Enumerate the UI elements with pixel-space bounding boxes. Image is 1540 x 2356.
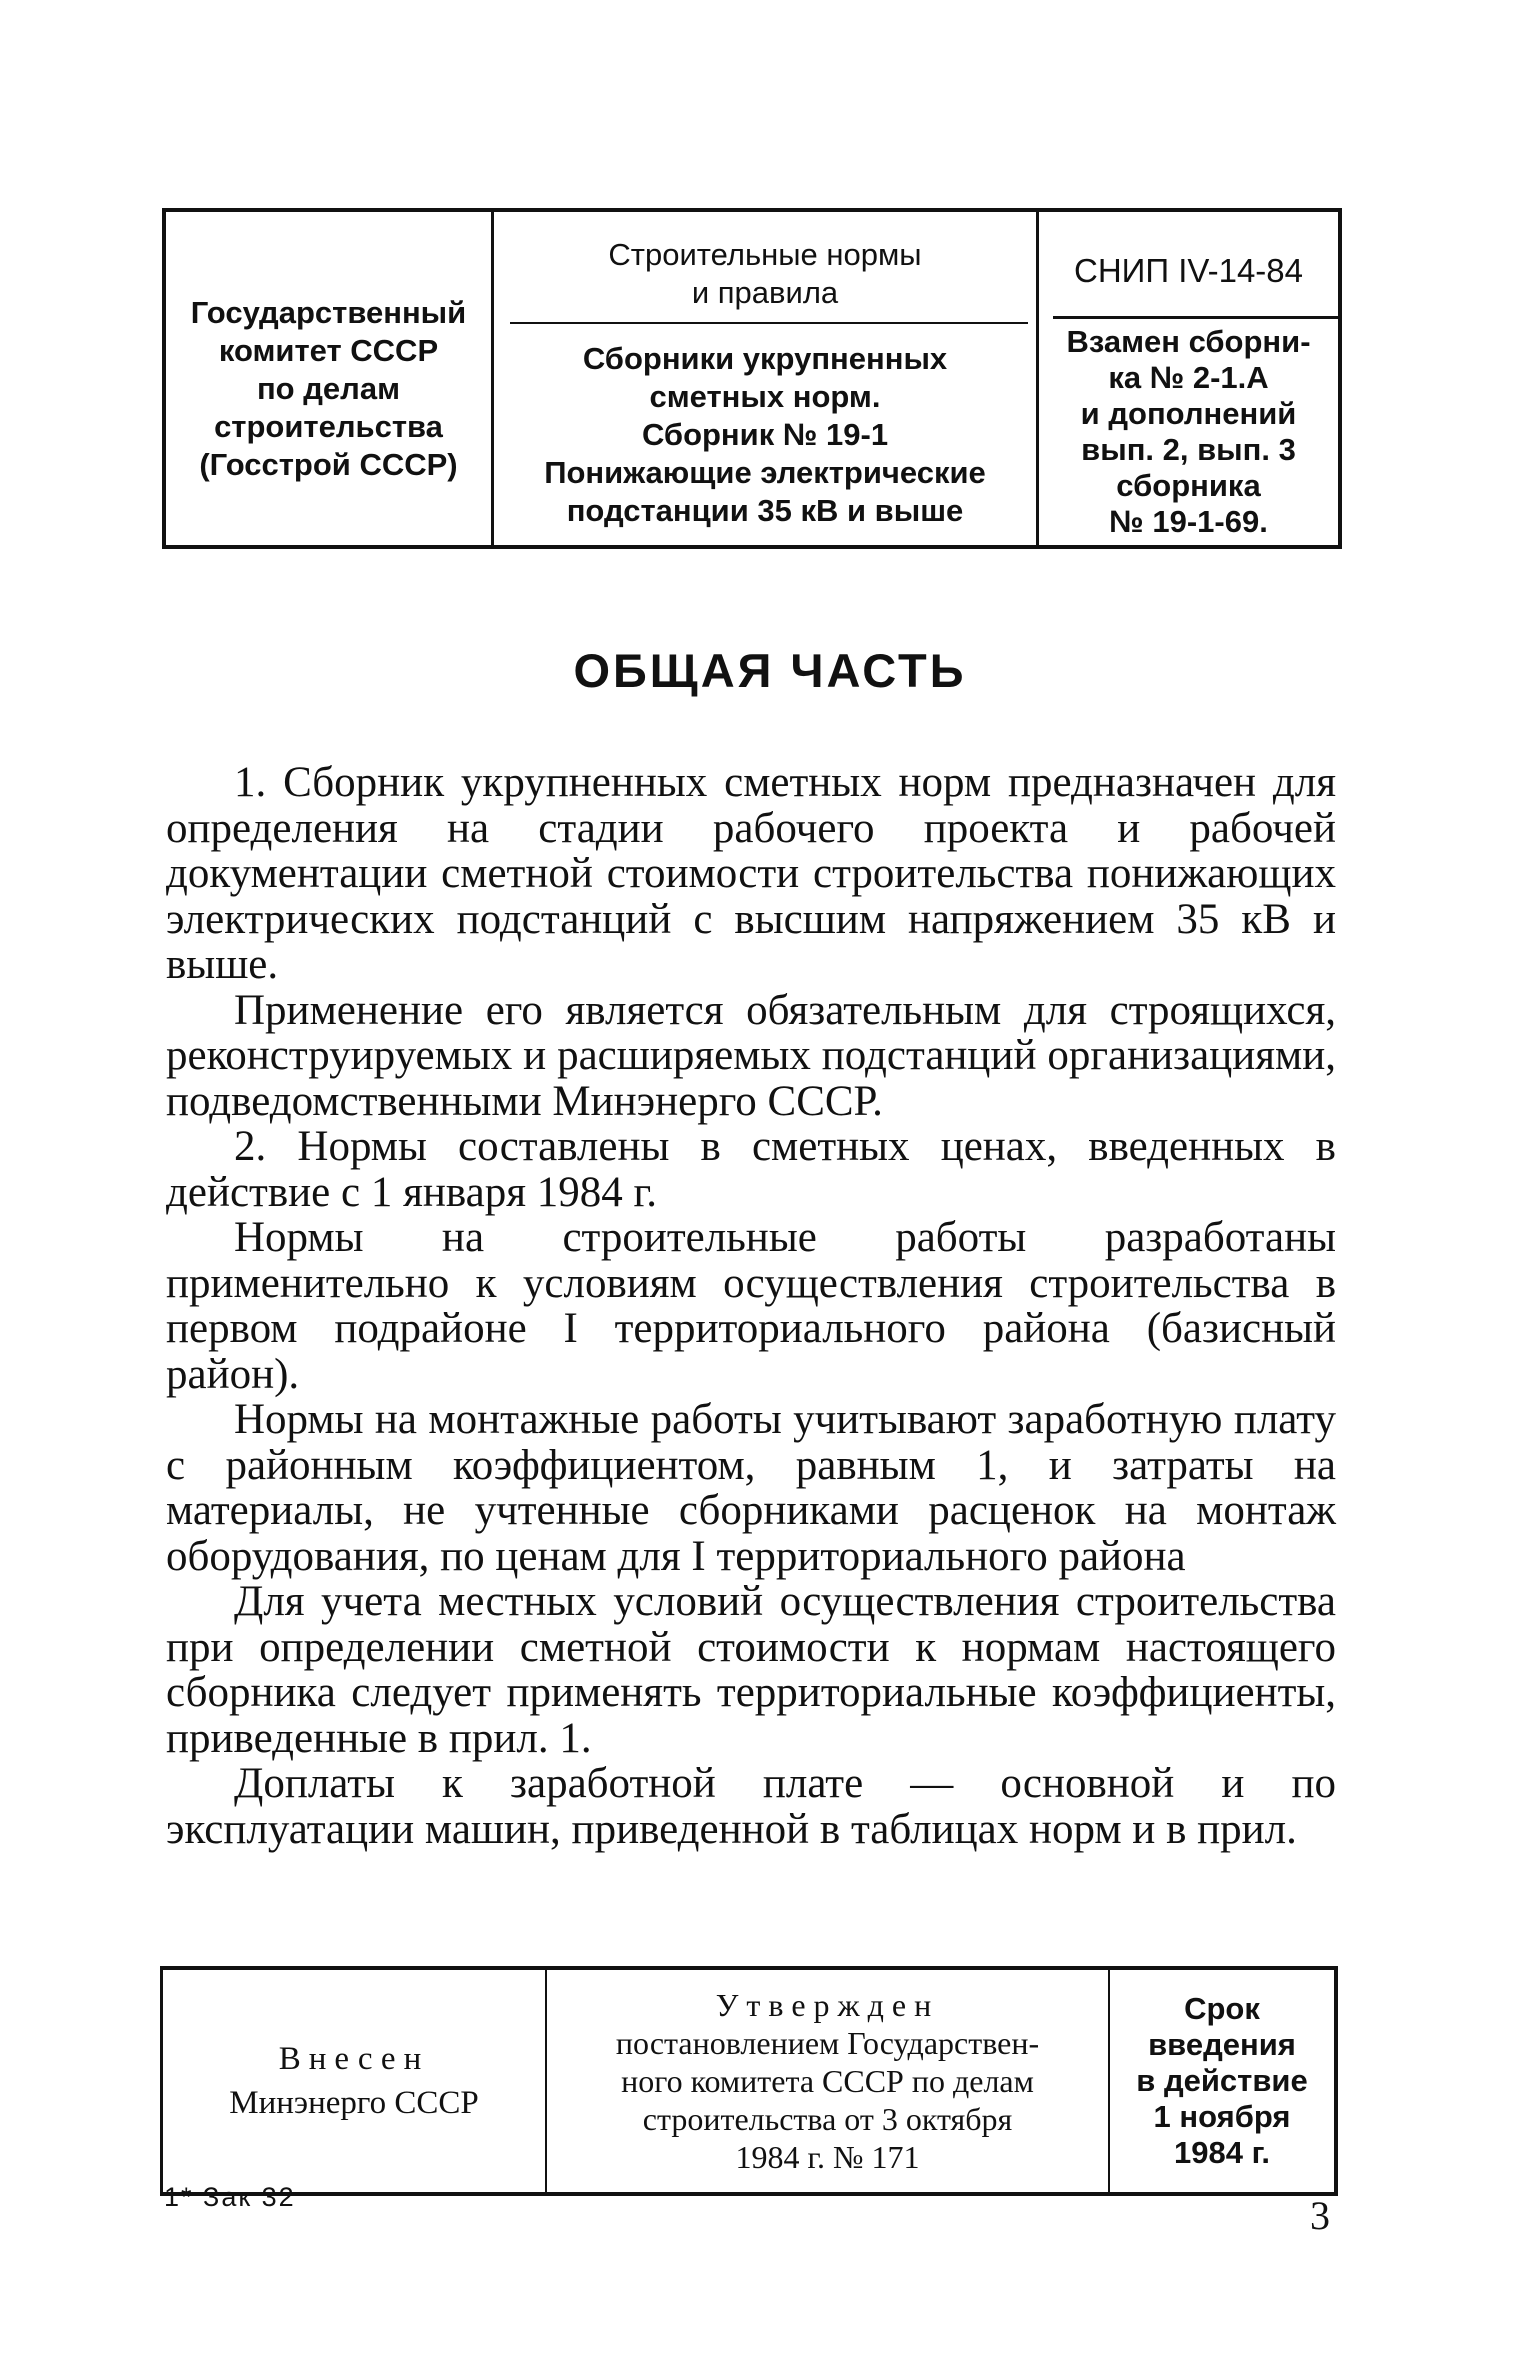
issuer-cell <box>162 212 494 545</box>
doc-type-line: и правила <box>691 275 839 310</box>
header-table <box>162 208 1342 549</box>
collection-title <box>494 340 1036 530</box>
replaces-line: вып. 2, вып. 3 <box>1081 432 1296 467</box>
approved-cell <box>547 1970 1110 2192</box>
code-divider <box>1053 316 1338 319</box>
paragraph: Доплаты к заработной плате — основной и по эксплуатации машин, приведенной в таблицах норм и в прил. <box>166 1760 1336 1853</box>
approved-line: 1984 г. № 171 <box>735 2139 920 2175</box>
collection-line: сметных норм. <box>649 379 881 414</box>
replaces-line: сборника <box>1116 468 1261 503</box>
approval-table <box>160 1966 1338 2196</box>
introduced-by: Минэнерго СССР <box>229 2085 479 2121</box>
issuer-line: (Госстрой СССР) <box>199 446 458 482</box>
doc-type-line: Строительные нормы <box>608 237 922 272</box>
issuer-line: Государственный <box>190 294 467 330</box>
effective-date-cell <box>1110 1970 1338 2192</box>
paragraph: 1. Сборник укрупненных сметных норм предназначен для определения на стадии рабочего проекта и рабочей документации сметной стоимости строительства понижающих электрических подстанций с высшим напряжением 35 кВ и выше. <box>166 759 1336 988</box>
approved-line: постановлением Государствен- <box>615 2025 1040 2061</box>
section-title: ОБЩАЯ ЧАСТЬ <box>573 644 967 697</box>
collection-line: Сборник № 19-1 <box>641 417 889 452</box>
code-cell <box>1039 212 1342 545</box>
paragraph: Применение его является обязательным для строящихся, реконструируемых и расширяемых подстанций организациями, подведомственными Минэнерго СССР. <box>166 986 1336 1125</box>
issuer-line: по делам <box>256 370 401 406</box>
collection-line: подстанции 35 кВ и выше <box>566 493 964 528</box>
effective-line: Срок <box>1184 1991 1260 2026</box>
effective-line: 1 ноября <box>1153 2099 1291 2134</box>
effective-line: введения <box>1148 2027 1296 2062</box>
collection-line: Понижающие электрические <box>544 455 986 490</box>
replaces-line: ка № 2-1.А <box>1108 360 1269 395</box>
paragraph: Нормы на строительные работы разработаны применительно к условиям осуществления строительства в первом подрайоне I территориального района (базисный район). <box>166 1214 1336 1398</box>
paragraph: Нормы на монтажные работы учитывают заработную плату с районным коэффициентом, равным 1, и затраты на материалы, не учтенные сборниками расценок на монтаж оборудования, по ценам для I территориального района <box>166 1396 1336 1580</box>
title-cell <box>494 212 1039 545</box>
body-text <box>166 760 1336 1852</box>
paragraph: 2. Нормы составлены в сметных ценах, введенных в действие с 1 января 1984 г. <box>166 1123 1336 1216</box>
replaces-line: Взамен сборни- <box>1066 324 1311 359</box>
effective-line: 1984 г. <box>1174 2135 1270 2170</box>
order-mark: 1* Зак 32 <box>164 2182 296 2212</box>
approved-line: строительства от 3 октября <box>642 2101 1013 2137</box>
effective-line: в действие <box>1136 2063 1308 2098</box>
approved-label: Утвержден <box>715 1987 940 2023</box>
page-number: 3 <box>1310 2193 1330 2238</box>
approved-line: ного комитета СССР по делам <box>621 2063 1034 2099</box>
replaces-note <box>1039 324 1338 540</box>
collection-line: Сборники укрупненных <box>582 341 948 376</box>
introduced-label: Внесен <box>278 2041 430 2077</box>
title-divider <box>510 322 1028 324</box>
doc-type <box>494 236 1036 312</box>
paragraph: Для учета местных условий осуществления строительства при определении сметной стоимости к нормам настоящего сборника следует применять территориальные коэффициенты, приведенные в прил. 1. <box>166 1578 1336 1762</box>
doc-code: СНИП IV-14-84 <box>1073 252 1304 289</box>
issuer-text <box>191 274 466 484</box>
introduced-cell <box>160 1970 547 2192</box>
replaces-line: № 19-1-69. <box>1109 504 1268 539</box>
issuer-line: строительства <box>214 408 443 444</box>
replaces-line: и дополнений <box>1080 396 1297 431</box>
issuer-line: комитет СССР <box>218 332 439 368</box>
